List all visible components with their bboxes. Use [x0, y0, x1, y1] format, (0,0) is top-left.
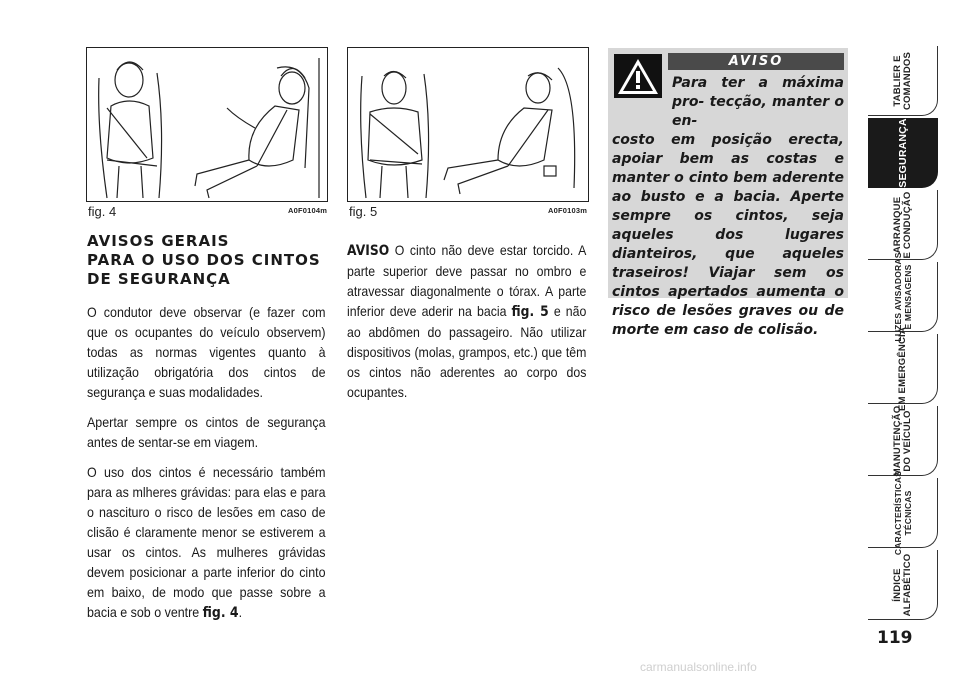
tab-label: EM EMERGÊNCIA [896, 326, 908, 411]
tab-label: CARACTERÍSTICAS TÉCNICAS [892, 470, 913, 555]
tab-label: LUZES AVISADORAS E MENSAGENS [892, 251, 913, 342]
warning-text-first: Para ter a máxima pro- tecção, manter o en- [672, 75, 844, 129]
tab-label: ARRANQUE E CONDUÇÃO [891, 191, 913, 258]
figure-4-pregnant-woman-belt [86, 47, 328, 202]
warning-title: AVISO [668, 53, 844, 70]
tab-seguranca[interactable] [868, 118, 938, 188]
heading-line-1: AVISOS GERAIS [87, 232, 230, 250]
paragraph-driver-rules: O condutor deve observar (e fazer com que os ocupantes do veículo observem) todas as normas vigentes quanto à utilização obrigatória dos cintos de segurança e suas modalidades. [87, 304, 326, 400]
aviso-lead: AVISO [347, 243, 390, 259]
paragraph-pregnant [87, 462, 326, 623]
figure-5-illustration [348, 48, 588, 201]
heading-line-2: PARA O USO DOS CINTOS [87, 251, 321, 269]
figure-4-caption: fig. 4 [88, 204, 117, 219]
tab-indice-alfabetico[interactable] [868, 550, 938, 620]
tab-label: TABLIER E COMANDOS [891, 51, 913, 110]
warning-text-rest: costo em posição erecta, apoiar bem as costas e manter o cinto bem aderente ao busto e a bacia. Aperte sempre os cintos, seja aqueles dos lugares dianteiros, que aqueles traseiros! Viajar sem os cintos apertados aumenta o risco de lesões graves ou de morte em caso de colisão. [612, 132, 844, 338]
tab-arranque-conducao[interactable] [868, 190, 938, 260]
figure-5-caption: fig. 5 [349, 204, 378, 219]
watermark: carmanualsonline.info [640, 660, 757, 674]
column-2-text [347, 240, 586, 412]
tab-tablier-comandos[interactable] [868, 46, 938, 116]
aviso-text-b: e não ao abdômen do passageiro. Não utilizar dispositivos (molas, grampos, etc.) que têm os cintos não aderentes ao corpo dos ocupantes. [347, 303, 587, 400]
column-1-text [87, 302, 326, 633]
heading-line-3: DE SEGURANÇA [87, 270, 231, 288]
tab-em-emergencia[interactable] [868, 326, 938, 411]
paragraph-pregnant-end: . [238, 604, 243, 620]
chapter-tabs [868, 18, 960, 618]
tab-label: SEGURANÇA [896, 117, 909, 188]
tab-luzes-avisadoras[interactable] [868, 251, 938, 342]
tab-label: MANUTENÇÃO DO VEÍCULO [891, 405, 913, 476]
aviso-text-a: O cinto não deve estar torcido. A parte superior deve passar no ombro e atravessar diagonalmente o tórax. A parte inferior deve aderir na bacia [347, 242, 587, 319]
figure-4-code: A0F0104m [288, 206, 328, 215]
warning-text [612, 74, 844, 340]
figure-4-illustration [87, 48, 327, 201]
tab-label: ÍNDICE ALFABÉTICO [891, 553, 913, 616]
section-heading [87, 232, 327, 289]
paragraph-pregnant-text: O uso dos cintos é necessário também para as mlheres grávidas: para elas e para o nascituro o risco de lesões em caso de clisão é claramente menor se estiverem a usar os cintos. As mulheres grávidas devem posicionar a parte inferior do cinto em baixo, de modo que passe sobre a bacia e sob o ventre [87, 464, 326, 620]
tab-caracteristicas-tecnicas[interactable] [868, 470, 938, 555]
paragraph-aviso [347, 240, 586, 402]
figure-5-reference: fig. 5 [511, 304, 549, 320]
figure-5-code: A0F0103m [548, 206, 588, 215]
page-number: 119 [877, 628, 913, 648]
figure-4-reference: fig. 4 [202, 605, 239, 621]
paragraph-fasten-before: Apertar sempre os cintos de segurança antes de sentar-se em viagem. [87, 414, 326, 450]
figure-5-seated-passengers-belt [347, 47, 589, 202]
tab-manutencao-veiculo[interactable] [868, 406, 938, 476]
